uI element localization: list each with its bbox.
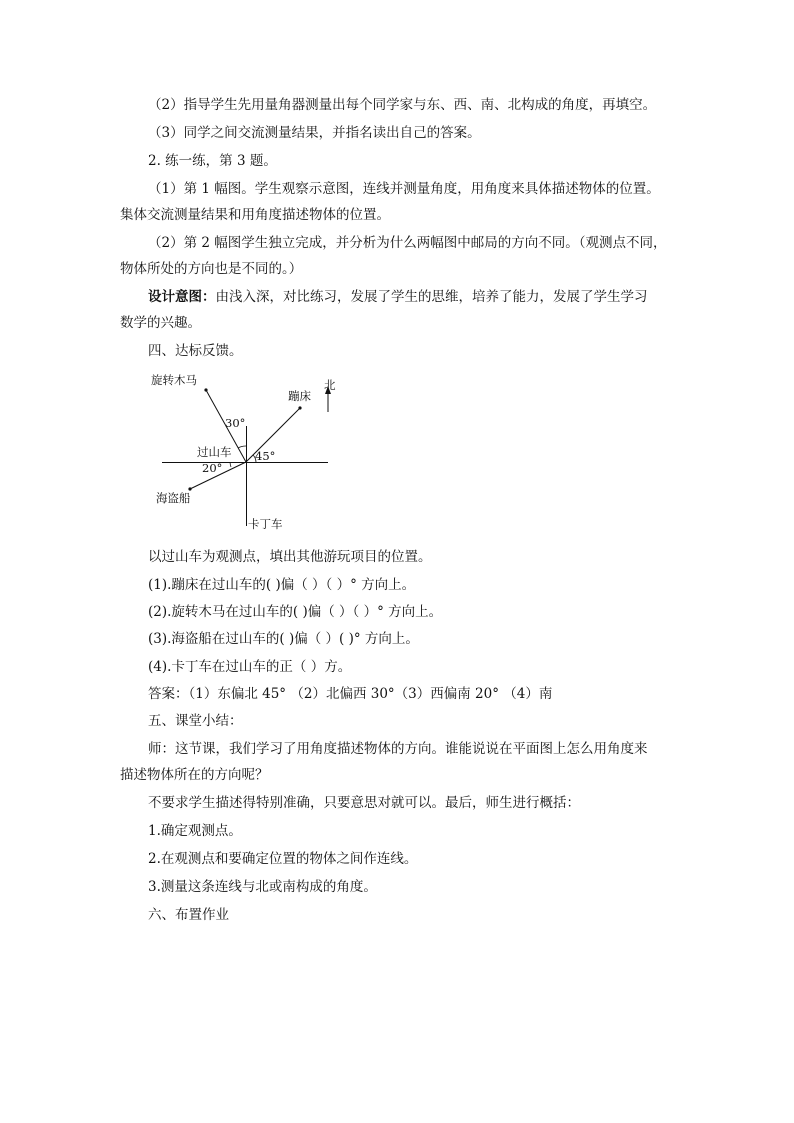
label-angle-20: 20° bbox=[202, 461, 223, 475]
summary-teacher: 师：这节课，我们学习了用角度描述物体的方向。谁能说说在平面图上怎么用角度来 bbox=[148, 741, 648, 757]
label-kart: 卡丁车 bbox=[248, 517, 283, 531]
design-intent-text: 由浅入深，对比练习，发展了学生的思维，培养了能力，发展了学生学习 bbox=[215, 289, 648, 305]
section-four-heading: 四、达标反馈。 bbox=[148, 343, 243, 359]
label-north: 北 bbox=[324, 378, 336, 392]
dot-trampoline bbox=[298, 406, 301, 409]
dot-merry-go-round bbox=[204, 388, 207, 391]
design-intent bbox=[148, 288, 648, 306]
answer: 答案：（1）东偏北 45° （2）北偏西 30°（3）西偏南 20° （4）南 bbox=[148, 686, 553, 702]
para-practice-1-cont: 集体交流测量结果和用角度描述物体的位置。 bbox=[120, 207, 390, 223]
para-practice: 2. 练一练，第 3 题。 bbox=[148, 153, 277, 169]
para-step2: （2）指导学生先用量角器测量出每个同学家与东、西、南、北构成的角度，再填空。 bbox=[148, 97, 657, 113]
para-practice-1: （1）第 1 幅图。学生观察示意图，连线并测量角度，用角度来具体描述物体的位置。 bbox=[148, 181, 660, 197]
para-practice-2: （2）第 2 幅图学生独立完成，并分析为什么两幅图中邮局的方向不同。（观测点不同， bbox=[148, 235, 667, 251]
question-1: (1).蹦床在过山车的( )偏（ ）（ ）° 方向上。 bbox=[148, 577, 416, 593]
section-six-heading: 六、布置作业 bbox=[148, 907, 229, 923]
section-five-heading: 五、课堂小结： bbox=[148, 713, 243, 729]
summary-step-1: 1.确定观测点。 bbox=[148, 823, 242, 839]
para-step3: （3）同学之间交流测量结果，并指名读出自己的答案。 bbox=[148, 125, 481, 141]
direction-diagram bbox=[150, 368, 340, 534]
para-practice-2-cont: 物体所处的方向也是不同的。） bbox=[120, 261, 303, 277]
question-4: (4).卡丁车在过山车的正（ ）方。 bbox=[148, 659, 352, 675]
design-intent-label: 设计意图： bbox=[148, 289, 216, 305]
label-trampoline: 蹦床 bbox=[288, 389, 311, 403]
question-2: (2).旋转木马在过山车的( )偏（ ）（ ）° 方向上。 bbox=[148, 604, 443, 620]
label-pirate-ship: 海盗船 bbox=[156, 491, 191, 505]
question-intro: 以过山车为观测点，填出其他游玩项目的位置。 bbox=[148, 549, 432, 565]
summary-step-3: 3.测量这条连线与北或南构成的角度。 bbox=[148, 879, 377, 895]
label-angle-30: 30° bbox=[225, 416, 246, 430]
label-roller-coaster: 过山车 bbox=[197, 445, 232, 459]
label-merry-go-round: 旋转木马 bbox=[151, 373, 197, 387]
label-angle-45: 45° bbox=[255, 449, 276, 463]
design-intent-cont: 数学的兴趣。 bbox=[120, 315, 201, 331]
angle-30-arc bbox=[238, 446, 246, 448]
summary-teacher-cont: 描述物体所在的方向呢？ bbox=[120, 767, 269, 783]
summary-note: 不要求学生描述得特别准确，只要意思对就可以。最后，师生进行概括： bbox=[148, 795, 580, 811]
summary-step-2: 2.在观测点和要确定位置的物体之间作连线。 bbox=[148, 851, 418, 867]
question-3: (3).海盗船在过山车的( )偏（ ）( )° 方向上。 bbox=[148, 631, 419, 647]
